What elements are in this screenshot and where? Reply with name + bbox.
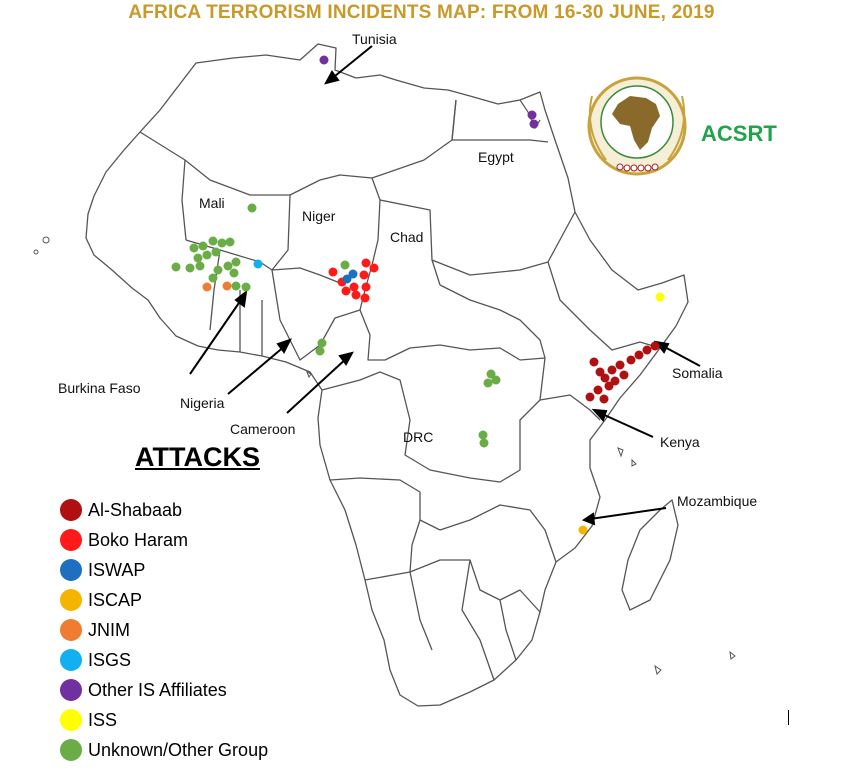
marker-unknown <box>218 239 227 248</box>
marker-iswap <box>343 275 352 284</box>
marker-boko-haram <box>362 283 371 292</box>
label-drc: DRC <box>403 429 434 445</box>
marker-unknown <box>199 242 208 251</box>
marker-iscap <box>579 526 588 535</box>
marker-unknown <box>492 376 501 385</box>
madagascar <box>622 500 678 610</box>
marker-al-shabaab <box>590 358 599 367</box>
marker-al-shabaab <box>601 374 610 383</box>
legend-swatch-icon <box>60 589 82 611</box>
acsrt-logo-text: ACSRT <box>701 121 777 146</box>
legend-item-iswap <box>60 555 268 585</box>
legend-label: ISS <box>88 709 118 730</box>
legend-item-al-shabaab <box>60 495 268 525</box>
legend-heading: ATTACKS <box>135 442 260 472</box>
legend-label: ISCAP <box>88 589 143 610</box>
acsrt-seal-icon <box>589 78 685 174</box>
legend-swatch-icon <box>60 529 82 551</box>
marker-jnim <box>203 283 212 292</box>
marker-boko-haram <box>329 268 338 277</box>
map-title: AFRICA TERRORISM INCIDENTS MAP: FROM 16-30 JUNE, 2019 <box>128 2 715 23</box>
marker-al-shabaab <box>616 361 625 370</box>
label-chad: Chad <box>390 229 424 245</box>
text-cursor <box>788 710 789 725</box>
label-niger: Niger <box>302 208 336 224</box>
marker-al-shabaab <box>635 351 644 360</box>
marker-al-shabaab <box>605 382 614 391</box>
marker-other-is <box>528 111 537 120</box>
marker-unknown <box>224 262 233 271</box>
marker-unknown <box>196 262 205 271</box>
legend-swatch-icon <box>60 679 82 701</box>
marker-unknown <box>226 238 235 247</box>
marker-boko-haram <box>342 287 351 296</box>
marker-unknown <box>186 264 195 273</box>
marker-al-shabaab <box>600 395 609 404</box>
marker-unknown <box>172 263 181 272</box>
marker-unknown <box>341 261 350 270</box>
marker-unknown <box>480 439 489 448</box>
marker-boko-haram <box>361 294 370 303</box>
label-somalia: Somalia <box>672 365 723 381</box>
legend-swatch-icon <box>60 499 82 521</box>
marker-other-is <box>320 56 329 65</box>
label-egypt: Egypt <box>478 149 514 165</box>
legend-label: Other IS Affiliates <box>88 679 227 700</box>
marker-unknown <box>316 347 325 356</box>
marker-unknown <box>212 248 221 257</box>
marker-jnim <box>223 282 232 291</box>
legend-label: Boko Haram <box>88 529 189 550</box>
legend-swatch-icon <box>60 739 82 761</box>
marker-al-shabaab <box>594 386 603 395</box>
legend-label: Al-Shabaab <box>88 499 183 520</box>
legend-label: ISWAP <box>88 559 146 580</box>
marker-boko-haram <box>360 271 369 280</box>
marker-unknown <box>248 204 257 213</box>
legend-swatch-icon <box>60 619 82 641</box>
label-tunisia: Tunisia <box>352 31 397 47</box>
label-kenya: Kenya <box>660 434 700 450</box>
legend-label: ISGS <box>88 649 132 670</box>
legend-swatch-icon <box>60 559 82 581</box>
label-cameroon: Cameroon <box>230 421 296 437</box>
legend-swatch-icon <box>60 649 82 671</box>
marker-unknown <box>479 431 488 440</box>
marker-boko-haram <box>362 259 371 268</box>
marker-unknown <box>232 258 241 267</box>
marker-al-shabaab <box>651 342 660 351</box>
legend-item-iscap <box>60 585 268 615</box>
legend-label: Unknown/Other Group <box>88 739 269 760</box>
marker-isgs <box>254 260 263 269</box>
legend-item-isgs <box>60 645 268 675</box>
marker-unknown <box>232 282 241 291</box>
marker-al-shabaab <box>643 346 652 355</box>
marker-unknown <box>190 244 199 253</box>
legend <box>60 495 268 765</box>
marker-unknown <box>242 283 251 292</box>
marker-other-is <box>530 120 539 129</box>
legend-item-boko-haram <box>60 525 268 555</box>
marker-boko-haram <box>370 264 379 273</box>
marker-unknown <box>230 269 239 278</box>
marker-boko-haram <box>350 283 359 292</box>
marker-boko-haram <box>352 291 361 300</box>
legend-label: JNIM <box>88 619 130 640</box>
marker-al-shabaab <box>620 371 629 380</box>
marker-unknown <box>318 339 327 348</box>
marker-unknown <box>209 274 218 283</box>
marker-al-shabaab <box>608 366 617 375</box>
legend-item-unknown <box>60 735 268 765</box>
marker-unknown <box>214 266 223 275</box>
legend-item-jnim <box>60 615 268 645</box>
marker-al-shabaab <box>586 393 595 402</box>
label-burkina-faso: Burkina Faso <box>58 380 141 396</box>
legend-swatch-icon <box>60 709 82 731</box>
marker-unknown <box>194 254 203 263</box>
marker-al-shabaab <box>627 356 636 365</box>
marker-iss <box>656 293 665 302</box>
label-mozambique: Mozambique <box>677 493 758 509</box>
label-mali: Mali <box>199 195 225 211</box>
marker-unknown <box>484 379 493 388</box>
label-nigeria: Nigeria <box>180 395 225 411</box>
legend-item-iss <box>60 705 268 735</box>
marker-unknown <box>209 237 218 246</box>
marker-unknown <box>203 251 212 260</box>
legend-item-other-is-affiliates <box>60 675 268 705</box>
